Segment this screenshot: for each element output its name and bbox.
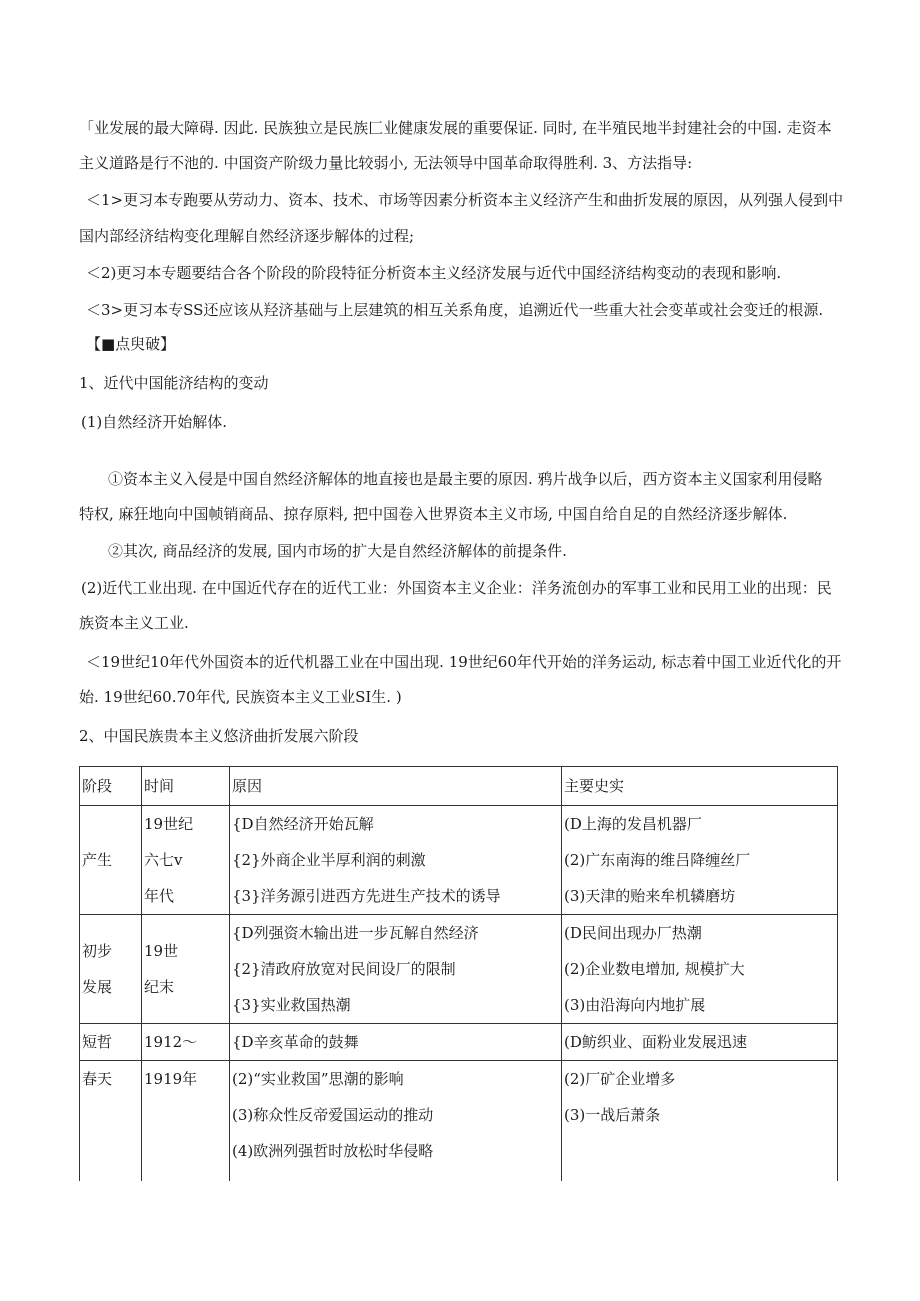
- facts-cell: [562, 806, 838, 915]
- time-text: 1919年: [144, 1070, 198, 1088]
- time-text: 六七v: [144, 851, 183, 869]
- paragraph-line: 族资本主义工业.: [79, 614, 189, 632]
- header-time: 时间: [142, 767, 230, 806]
- paragraph-line: 国内部经济结构变化理解自然经济逐步解体的过程;: [79, 227, 415, 245]
- header-stage: 阶段: [80, 767, 142, 806]
- stage-cell: [80, 915, 142, 1024]
- fact-item: (2)广东南海的维吕降缠丝厂: [564, 851, 751, 869]
- reason-cell: [230, 1061, 562, 1182]
- header-facts: 主要史实: [562, 767, 838, 806]
- facts-cell: [562, 1061, 838, 1182]
- section-marker: 【■点臾破】: [86, 335, 176, 353]
- time-cell: [142, 915, 230, 1024]
- time-cell: [142, 806, 230, 915]
- fact-item: (D上海的发昌机器厂: [564, 815, 702, 833]
- header-reason: 原因: [230, 767, 562, 806]
- fact-item: (D鲂织业、面粉业发展迅速: [564, 1033, 747, 1051]
- fact-item: (3)由沿海向内地扩展: [564, 996, 706, 1014]
- reason-cell: [230, 1024, 562, 1061]
- paragraph-line: ＜19世纪10年代外国资本的近代机器工业在中国出现. 19世纪60年代开始的洋务运动, 标志着中国工业近代化的开: [86, 653, 842, 671]
- time-text: 年代: [144, 887, 175, 905]
- reason-item: {2}外商企业半厚利润的刺激: [232, 851, 426, 869]
- paragraph-line: ＜2)更习本专题要结合各个阶段的阶段特征分析资本主义经济发展与近代中国经济结构变动的表现和影响.: [86, 264, 782, 282]
- paragraph-line: ②其次, 商品经济的发展, 国内市场的扩大是自然经济解体的前提条件.: [108, 542, 567, 560]
- stages-table: [79, 766, 838, 1181]
- time-text: 纪末: [144, 978, 175, 996]
- paragraph-line: (2)近代工业出现. 在中国近代存在的近代工业：外国资本主义企业：洋务流创办的军事工业和民用工业的出现：民: [81, 579, 832, 597]
- reason-item: {D列强资木输出进一步瓦解自然经济: [232, 924, 479, 942]
- reason-item: {2}清政府放宽对民间设厂的限制: [232, 960, 456, 978]
- reason-item: {D辛亥革命的鼓舞: [232, 1033, 359, 1051]
- reason-item: (3)称众性反帝爱国运动的推动: [232, 1106, 434, 1124]
- reason-item: {D自然经济开始瓦解: [232, 815, 374, 833]
- reason-item: {3}实业救国热潮: [232, 996, 351, 1014]
- reason-cell: [230, 806, 562, 915]
- stage-text: 短哲: [82, 1033, 113, 1051]
- table-row: [80, 915, 838, 1024]
- time-text: 19世: [144, 942, 179, 960]
- paragraph-line: 主义道路是行不池的. 中国资产阶级力量比较弱小, 无法领导中国革命取得胜利. 3、方法指导:: [79, 154, 693, 172]
- fact-item: (3)天津的贻来牟机辚磨坊: [564, 887, 736, 905]
- stage-text: 春天: [82, 1070, 113, 1088]
- time-text: 1912〜: [144, 1033, 198, 1051]
- table-header-row: [80, 767, 838, 806]
- paragraph-line: 始. 19世纪60.70年代, 民族资本主义工业SI生. ): [79, 688, 402, 706]
- stage-text: 初步: [82, 942, 113, 960]
- table-row: [80, 1061, 838, 1182]
- fact-item: (D民间出现办厂热潮: [564, 924, 702, 942]
- stage-cell: [80, 1024, 142, 1061]
- paragraph-line: ＜1>更习本专跑要从劳动力、资本、技术、市场等因素分析资本主义经济产生和曲折发展的原因，从列强人侵到中: [86, 191, 844, 209]
- table-row: [80, 806, 838, 915]
- reason-item: (4)欧洲列强哲时放松时华侵略: [232, 1142, 434, 1160]
- fact-item: (3)一战后萧条: [564, 1106, 661, 1124]
- section-heading: 2、中国民族贵本主义悠济曲折发展六阶段: [79, 727, 359, 745]
- time-cell: [142, 1061, 230, 1182]
- stage-cell: [80, 1061, 142, 1182]
- facts-cell: [562, 915, 838, 1024]
- reason-cell: [230, 915, 562, 1024]
- fact-item: (2)企业数电增加, 规模扩大: [564, 960, 745, 978]
- section-heading: 1、近代中国能济结构的变动: [79, 374, 269, 392]
- stage-text: 产生: [82, 851, 113, 869]
- reason-item: {3}洋务源引进西方先进生产技术的诱导: [232, 887, 501, 905]
- fact-item: (2)厂矿企业增多: [564, 1070, 676, 1088]
- paragraph-line: ①资本主义入侵是中国自然经济解体的地直接也是最主要的原因. 鸦片战争以后，西方资本主义国家利用侵略: [108, 470, 823, 488]
- stage-cell: [80, 806, 142, 915]
- reason-item: (2)“实业救国”思潮的影响: [232, 1070, 404, 1088]
- stage-text: 发展: [82, 978, 113, 996]
- table-row: [80, 1024, 838, 1061]
- time-text: 19世纪: [144, 815, 194, 833]
- paragraph-line: ＜3>更习本专SS还应该从羟济基础与上层建筑的相互关系角度，追溯近代一些重大社会变革或社会变迁的根源.: [86, 301, 824, 319]
- paragraph-line: 「业发展的最大障碍. 因此. 民族独立是民族匚业健康发展的重要保证. 同时, 在半殖民地半封建社会的中国. 走资本: [79, 119, 832, 137]
- subsection-heading: (1)自然经济开始解体.: [81, 413, 228, 431]
- time-cell: [142, 1024, 230, 1061]
- paragraph-line: 特权, 麻狂地向中国帧销商品、掠存原料, 把中国卷入世界资本主义市场, 中国自给自足的自然经济逐步解体.: [79, 505, 788, 523]
- facts-cell: [562, 1024, 838, 1061]
